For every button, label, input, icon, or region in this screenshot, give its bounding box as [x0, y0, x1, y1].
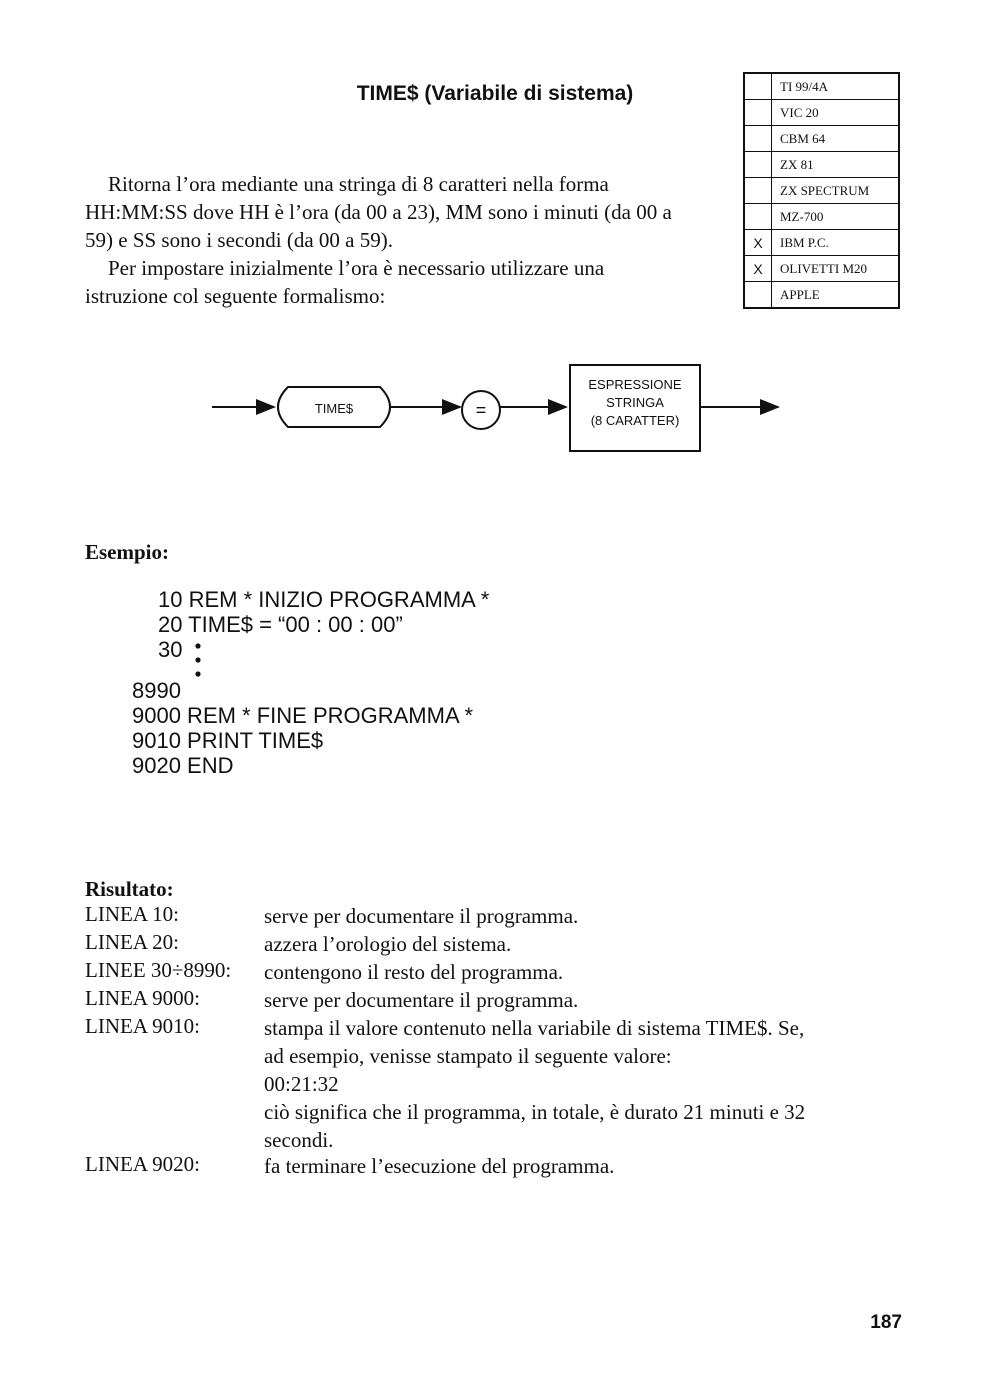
compat-mark: [744, 282, 772, 309]
compat-name: IBM P.C.: [772, 230, 900, 256]
result-text: stampa il valore contenuto nella variabile di sistema TIME$. Se,: [264, 1016, 805, 1040]
code-line: 10 REM * INIZIO PROGRAMMA *: [158, 587, 490, 612]
result-label: LINEA 9010:: [85, 1014, 200, 1038]
compat-mark: [744, 100, 772, 126]
compat-row: [744, 256, 899, 282]
result-label: LINEE 30÷8990:: [85, 958, 232, 982]
compat-name: ZX 81: [772, 152, 900, 178]
keyword-label: TIME$: [314, 401, 354, 416]
compat-mark: [744, 204, 772, 230]
compat-row: [744, 204, 899, 230]
result-text: 00:21:32: [264, 1072, 339, 1096]
expression-line-2: STRINGA: [606, 395, 664, 410]
intro-paragraph-1: Ritorna l’ora mediante una stringa di 8 caratteri nella forma HH:MM:SS dove HH è l’ora (da 00 a 23), MM sono i minuti (da 00 a 59) e SS sono i secondi (da 00 a 59).: [85, 172, 672, 252]
compat-row: [744, 73, 899, 100]
result-description: [264, 958, 904, 986]
intro-text: [85, 170, 685, 310]
code-line: 9000 REM * FINE PROGRAMMA *: [132, 703, 474, 728]
result-label: LINEA 20:: [85, 930, 179, 954]
operator-label: =: [475, 400, 487, 420]
compat-row: [744, 230, 899, 256]
result-text: fa terminare l’esecuzione del programma.: [264, 1154, 615, 1178]
compat-name: OLIVETTI M20: [772, 256, 900, 282]
code-line: 30: [158, 637, 183, 662]
result-text: ad esempio, venisse stampato il seguente valore:: [264, 1044, 672, 1068]
result-text: serve per documentare il programma.: [264, 988, 579, 1012]
compat-row: [744, 126, 899, 152]
syntax-diagram: [200, 355, 800, 465]
example-heading: Esempio:: [85, 540, 169, 564]
page-title: TIME$ (Variabile di sistema): [356, 82, 634, 105]
result-text: azzera l’orologio del sistema.: [264, 932, 512, 956]
compat-mark: [744, 126, 772, 152]
result-label: LINEA 9000:: [85, 986, 200, 1010]
compat-row: [744, 282, 899, 309]
code-line: 8990: [132, 678, 181, 703]
result-text: ciò significa che il programma, in totale, è durato 21 minuti e 32: [264, 1100, 806, 1124]
result-description: [264, 986, 904, 1014]
compat-mark: X: [744, 256, 772, 282]
compat-mark: X: [744, 230, 772, 256]
compatibility-table: [743, 72, 900, 309]
expression-line-1: ESPRESSIONE: [588, 377, 682, 392]
continuation-dots: [192, 640, 204, 684]
compat-mark: [744, 73, 772, 100]
result-description: [264, 1014, 904, 1154]
code-line: 9020 END: [132, 753, 234, 778]
result-description: [264, 930, 904, 958]
compat-name: CBM 64: [772, 126, 900, 152]
compat-name: MZ-700: [772, 204, 900, 230]
code-line: 20 TIME$ = “00 : 00 : 00”: [158, 612, 403, 637]
result-text: secondi.: [264, 1128, 334, 1152]
result-description: [264, 902, 904, 930]
compat-name: TI 99/4A: [772, 73, 900, 100]
result-description: [264, 1152, 904, 1180]
compat-row: [744, 100, 899, 126]
code-line: 9010 PRINT TIME$: [132, 728, 324, 753]
result-label: LINEA 10:: [85, 902, 179, 926]
expression-line-3: (8 CARATTER): [590, 413, 680, 428]
result-label: LINEA 9020:: [85, 1152, 200, 1176]
result-text: serve per documentare il programma.: [264, 904, 579, 928]
compat-mark: [744, 152, 772, 178]
page-number: 187: [870, 1312, 902, 1333]
result-heading: Risultato:: [85, 877, 174, 901]
compat-row: [744, 178, 899, 204]
result-text: contengono il resto del programma.: [264, 960, 564, 984]
compat-name: APPLE: [772, 282, 900, 309]
compat-name: ZX SPECTRUM: [772, 178, 900, 204]
compat-name: VIC 20: [772, 100, 900, 126]
compat-mark: [744, 178, 772, 204]
compat-row: [744, 152, 899, 178]
intro-paragraph-2: Per impostare inizialmente l’ora è necessario utilizzare una istruzione col seguente formalismo:: [85, 256, 605, 308]
